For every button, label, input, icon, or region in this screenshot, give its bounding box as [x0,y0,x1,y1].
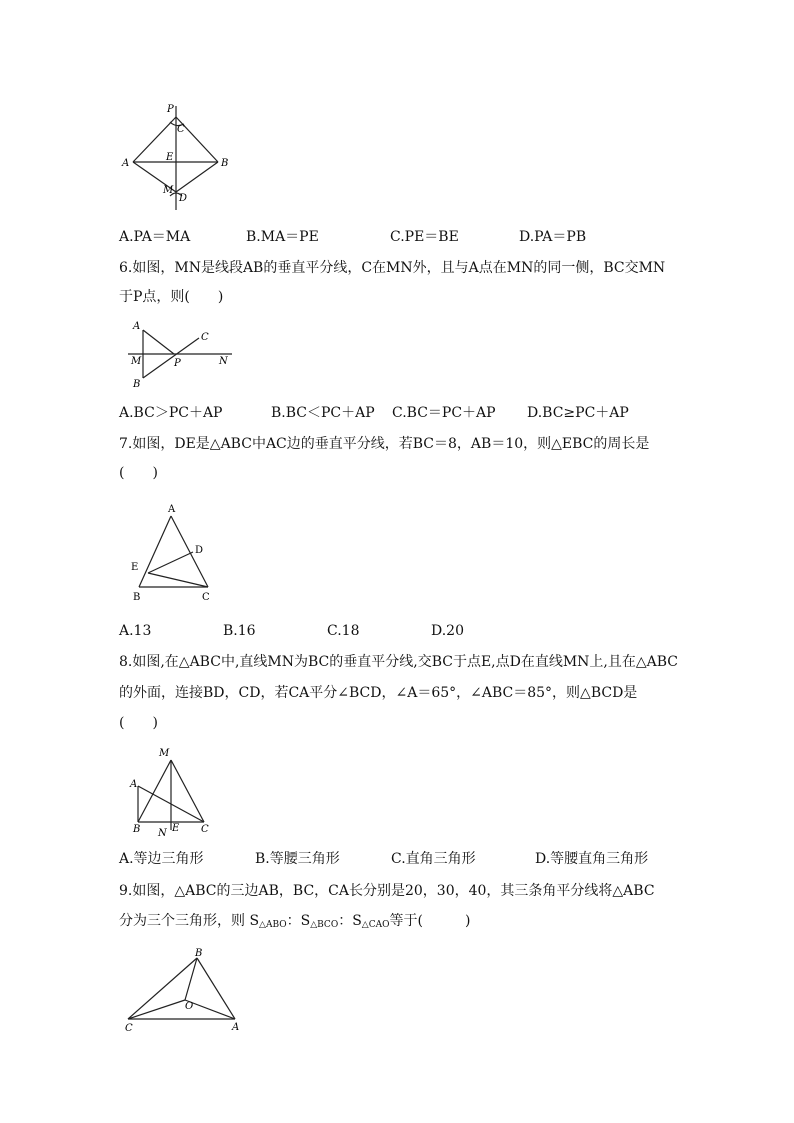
q7-option-d[interactable]: D.20 [431,623,464,639]
label-B: B [133,592,141,603]
label-M: M [163,185,174,196]
q9-suffix: 等于( ) [389,913,471,929]
q6-option-b[interactable]: B.BC＜PC＋AP [271,405,375,421]
q8-stem-line3: ( ) [119,715,158,731]
label-B: B [133,824,141,835]
q9-prefix: 分为三个三角形，则 S [119,913,260,929]
label-B: B [195,948,203,959]
q5-option-d[interactable]: D.PA＝PB [519,229,587,245]
label-C: C [201,332,209,343]
label-M: M [131,356,142,367]
q5-option-c[interactable]: C.PE＝BE [390,229,459,245]
label-C: C [177,124,185,135]
label-O: O [185,1001,194,1012]
q5-option-b[interactable]: B.MA＝PE [246,229,319,245]
label-N: N [158,828,167,839]
q9-sub-cao: △CAO [361,920,390,930]
q6-stem-line1: 6.如图，MN是线段AB的垂直平分线，C在MN外，且与A点在MN的同一侧，BC交MN [119,260,666,276]
q6-stem-line2: 于P点，则( ) [119,289,224,305]
label-C: C [125,1023,133,1034]
label-A: A [130,779,138,790]
label-A: A [232,1022,240,1033]
label-M: M [159,748,170,759]
q5-option-a[interactable]: A.PA＝MA [119,229,191,245]
q7-stem-line1: 7.如图，DE是△ABC中AC边的垂直平分线，若BC＝8，AB＝10，则△EBC的周长是 [119,436,650,452]
q7-option-c[interactable]: C.18 [327,623,360,639]
q9-sep1: ：S [286,913,311,929]
q6-option-d[interactable]: D.BC≥PC＋AP [527,405,629,421]
q8-option-b[interactable]: B.等腰三角形 [255,851,340,867]
q9-sub-bco: △BCO [310,920,339,930]
label-C: C [201,824,209,835]
q9-stem-line1: 9.如图，△ABC的三边AB，BC，CA长分别是20，30，40，其三条角平分线将△ABC [119,883,655,899]
q8-option-a[interactable]: A.等边三角形 [119,851,204,867]
label-B: B [133,379,141,390]
label-C: C [202,592,210,603]
label-A: A [133,321,141,332]
label-D: D [179,193,188,204]
q7-option-b[interactable]: B.16 [223,623,256,639]
q9-sub-abo: △ABO [259,920,287,930]
q7-stem-line2: ( ) [119,465,158,481]
label-P: P [167,104,174,115]
label-P: P [174,358,181,369]
q9-sep2: ：S [338,913,362,929]
label-A: A [168,504,176,515]
label-E: E [131,562,139,573]
label-E: E [166,152,174,163]
label-D: D [195,545,204,556]
q6-option-a[interactable]: A.BC＞PC＋AP [119,405,223,421]
q8-option-d[interactable]: D.等腰直角三角形 [535,851,649,867]
q9-stem-line2 [119,911,470,935]
label-E: E [172,823,180,834]
q8-stem-line1: 8.如图,在△ABC中,直线MN为BC的垂直平分线,交BC于点E,点D在直线MN上,且在△ABC [119,654,679,670]
label-A: A [122,158,130,169]
q6-option-c[interactable]: C.BC＝PC＋AP [392,405,496,421]
q8-option-c[interactable]: C.直角三角形 [391,851,476,867]
q8-stem-line2: 的外面，连接BD，CD，若CA平分∠BCD，∠A＝65°，∠ABC＝85°，则△BCD是 [119,685,638,701]
label-N: N [219,356,228,367]
q7-option-a[interactable]: A.13 [119,623,152,639]
label-B: B [221,158,229,169]
